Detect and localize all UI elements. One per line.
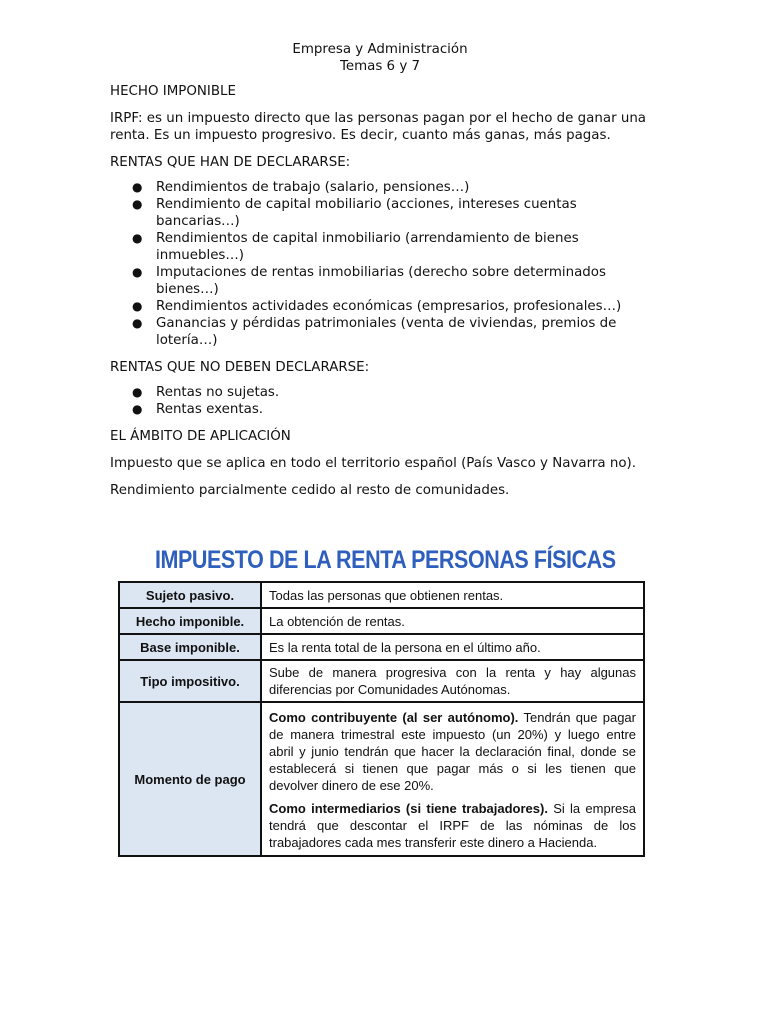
- row-value: Sube de manera progresiva con la renta y hay algunas diferencias por Comunidades Autónomas.: [261, 660, 644, 702]
- list-item: ● Rendimientos de trabajo (salario, pensiones…): [132, 180, 470, 195]
- table-row: [119, 608, 644, 634]
- heading-rentas-no-declarar: RENTAS QUE NO DEBEN DECLARARSE:: [110, 360, 370, 375]
- row-value: [261, 702, 644, 856]
- row-label: Momento de pago: [119, 702, 261, 856]
- rentas-declarar-list: [110, 179, 650, 349]
- table-row: [119, 702, 644, 856]
- table-row: [119, 634, 644, 660]
- list-item: ● Imputaciones de rentas inmobiliarias (derecho sobre determinados bienes…): [132, 265, 606, 297]
- row-value: La obtención de rentas.: [261, 608, 644, 634]
- list-item: ● Rentas no sujetas.: [132, 385, 280, 400]
- doc-subject: Empresa y Administración: [292, 42, 468, 57]
- intermediarios-paragraph: Como intermediarios (si tiene trabajadores). Si la empresa tendrá que descontar el IRPF de las nóminas de los trabajadores cada mes transferir este dinero a Hacienda.: [269, 801, 636, 850]
- heading-hecho-imponible: HECHO IMPONIBLE: [110, 84, 236, 99]
- list-item: ● Rentas exentas.: [132, 402, 264, 417]
- row-value: Todas las personas que obtienen rentas.: [261, 582, 644, 608]
- irpf-definition: IRPF: es un impuesto directo que las personas pagan por el hecho de ganar una renta. Es un impuesto progresivo. Es decir, cuanto más ganas, más pagas.: [110, 111, 647, 143]
- bullet-icon: ●: [132, 402, 143, 416]
- bullet-icon: ●: [132, 180, 143, 194]
- irpf-banner-title: IMPUESTO DE LA RENTA PERSONAS FÍSICAS: [154, 546, 616, 574]
- row-label: Hecho imponible.: [119, 608, 261, 634]
- bullet-icon: ●: [132, 385, 143, 399]
- list-item: ● Rendimientos de capital inmobiliario (arrendamiento de bienes inmuebles…): [132, 231, 579, 263]
- irpf-summary-table: [118, 581, 645, 857]
- bullet-icon: ●: [132, 316, 143, 330]
- row-label: Base imponible.: [119, 634, 261, 660]
- rentas-no-declarar-list: [110, 384, 650, 418]
- doc-topics: Temas 6 y 7: [339, 59, 421, 74]
- row-value: Es la renta total de la persona en el último año.: [261, 634, 644, 660]
- bullet-icon: ●: [132, 265, 143, 279]
- bullet-icon: ●: [132, 299, 143, 313]
- bullet-icon: ●: [132, 197, 143, 211]
- table-row: [119, 582, 644, 608]
- row-label: Tipo impositivo.: [119, 660, 261, 702]
- contribuyente-paragraph: Como contribuyente (al ser autónomo). Tendrán que pagar de manera trimestral este impuesto (un 20%) y luego entre abril y junio tendrán que hacer la declaración final, donde se establecerá si tienen que pagar más o si les tienen que devolver dinero de ese 20%.: [269, 710, 636, 793]
- list-item: ● Rendimiento de capital mobiliario (acciones, intereses cuentas bancarias…): [132, 197, 577, 229]
- bullet-icon: ●: [132, 231, 143, 245]
- cesion-text: Rendimiento parcialmente cedido al resto de comunidades.: [110, 483, 510, 498]
- document-body: [110, 41, 650, 499]
- ambito-text: Impuesto que se aplica en todo el territorio español (País Vasco y Navarra no).: [110, 456, 636, 471]
- list-item: ● Ganancias y pérdidas patrimoniales (venta de viviendas, premios de lotería…): [132, 316, 617, 348]
- table-row: [119, 660, 644, 702]
- heading-rentas-declarar: RENTAS QUE HAN DE DECLARARSE:: [110, 155, 351, 170]
- row-label: Sujeto pasivo.: [119, 582, 261, 608]
- heading-ambito: EL ÁMBITO DE APLICACIÓN: [110, 429, 291, 444]
- list-item: ● Rendimientos actividades económicas (empresarios, profesionales…): [132, 299, 622, 314]
